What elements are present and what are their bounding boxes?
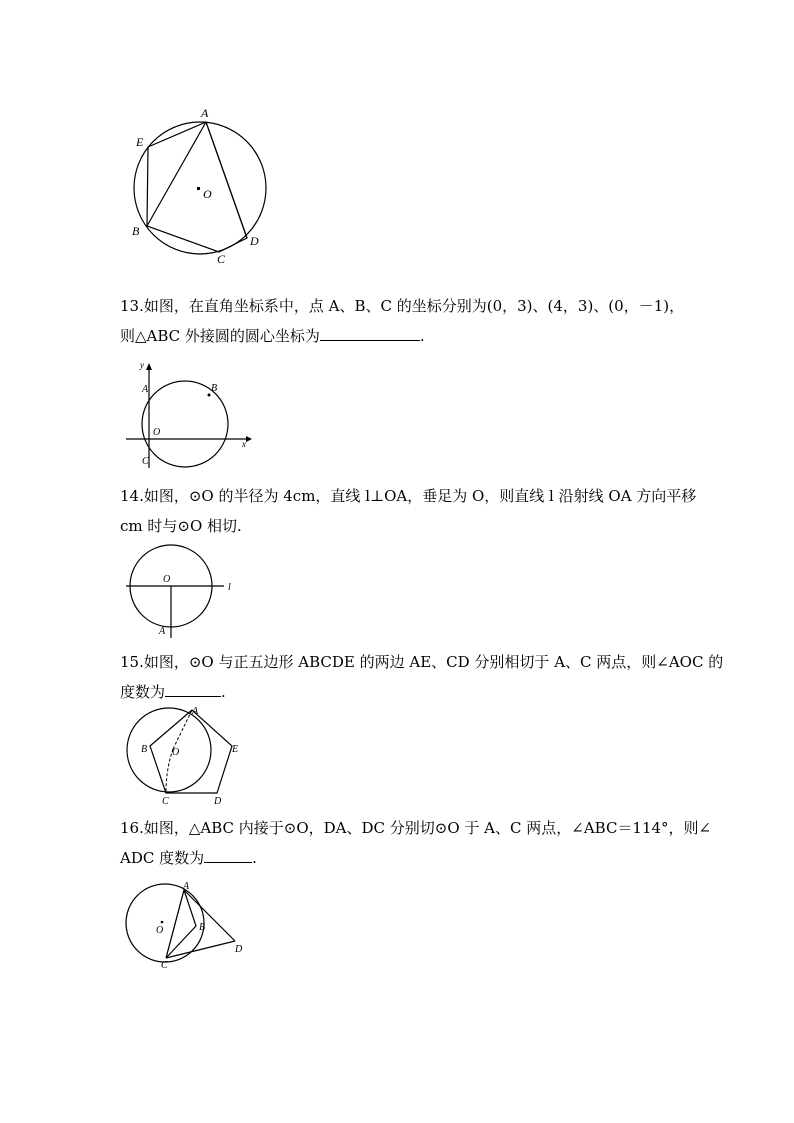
figure-15: [120, 705, 260, 810]
fig14-label-a: A: [159, 626, 166, 637]
fig12-label-c: C: [217, 252, 226, 266]
fig16-circle: [126, 884, 204, 962]
figure-16: [120, 878, 250, 973]
fig13-label-x: x: [242, 439, 246, 449]
q15-answer-blank[interactable]: [165, 682, 221, 697]
fig16-tangent-cd: [166, 941, 235, 958]
fig16-label-b: B: [199, 922, 206, 933]
fig12-diagonal-ab: [147, 122, 206, 226]
fig14-label-l: l: [228, 582, 231, 593]
question-13: [120, 296, 684, 346]
q16-answer-blank[interactable]: [204, 848, 252, 863]
fig16-label-a: A: [183, 881, 190, 892]
fig15-label-o: O: [172, 747, 180, 758]
fig16-label-d: D: [235, 944, 243, 955]
q13-line2-text: 则△ABC 外接圆的圆心坐标为: [120, 327, 320, 345]
fig16-tangent-ad: [184, 890, 235, 941]
figure-14: [120, 540, 250, 640]
fig12-label-o: O: [203, 187, 212, 201]
q16-line2: [120, 848, 711, 868]
q14-line1: 14.如图，⊙O 的半径为 4cm，直线 l⊥OA，垂足为 O，则直线 l 沿射线 OA 方向平移: [120, 487, 697, 505]
fig13-label-a: A: [142, 384, 149, 395]
figure-13: [120, 358, 260, 473]
fig13-label-y: y: [140, 360, 144, 370]
question-14: [120, 486, 696, 536]
fig16-label-c: C: [161, 960, 168, 971]
fig15-pentagon: [150, 710, 232, 793]
fig15-label-d: D: [214, 796, 222, 807]
q16-line1: 16.如图，△ABC 内接于⊙O，DA、DC 分别切⊙O 于 A、C 两点，∠ABC＝114°，则∠: [120, 819, 712, 837]
question-15: [120, 652, 723, 702]
fig16-label-o: O: [156, 925, 164, 936]
fig12-diagonal-ad: [206, 122, 247, 238]
fig12-label-a: A: [201, 106, 209, 120]
fig12-label-d: D: [250, 234, 259, 248]
fig13-label-c: C: [142, 456, 149, 467]
q13-answer-blank[interactable]: [320, 326, 420, 341]
fig13-y-arrow: [146, 363, 152, 370]
fig14-label-o: O: [163, 574, 171, 585]
fig15-label-c: C: [162, 796, 169, 807]
q15-line2: [120, 682, 723, 702]
question-16: [120, 818, 711, 868]
fig12-label-e: E: [136, 135, 144, 149]
fig13-x-arrow: [246, 436, 252, 442]
q15-line1: 15.如图，⊙O 与正五边形 ABCDE 的两边 AE、CD 分别相切于 A、C 两点，则∠AOC 的: [120, 653, 724, 671]
fig15-label-a: A: [192, 706, 199, 717]
fig12-center-dot: [197, 187, 200, 190]
q13-period: .: [419, 327, 425, 345]
fig15-label-e: E: [232, 744, 239, 755]
q13-line2: [120, 326, 684, 346]
q15-line2-text: 度数为: [120, 683, 166, 701]
fig13-label-b: B: [211, 383, 218, 394]
fig15-radius-oa: [173, 710, 192, 749]
q15-period: .: [221, 683, 226, 701]
fig16-center-dot: [161, 921, 164, 924]
fig15-label-b: B: [141, 744, 148, 755]
fig15-circle: [127, 708, 211, 792]
q13-line1: 13.如图，在直角坐标系中，点 A、B、C 的坐标分别为(0，3)、(4，3)、(0，－1)，: [120, 297, 685, 315]
q14-line2: cm 时与⊙O 相切.: [120, 517, 242, 535]
fig13-label-o: O: [153, 427, 161, 438]
q16-line2-text: ADC 度数为: [120, 849, 205, 867]
figure-12: [125, 100, 285, 270]
q16-period: .: [252, 849, 257, 867]
fig12-label-b: B: [132, 224, 140, 238]
